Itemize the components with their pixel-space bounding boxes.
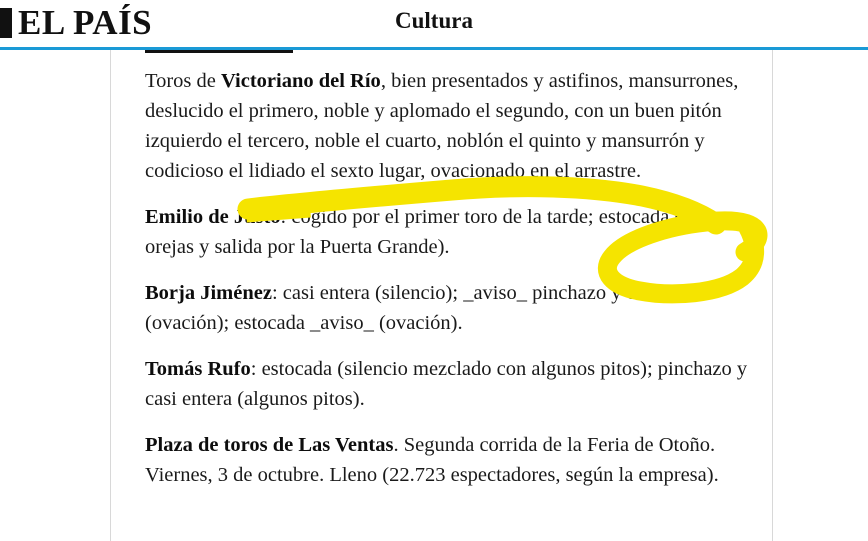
paragraph-tomas-rufo: [145, 354, 755, 414]
paragraph-rest-text: , bien presentados y astifinos, mansurrones, deslucido el primero, noble y aplomado el segundo, con un buen pitón izquierdo el tercero, noble el cuarto, noblón el quinto y mansurrón y codicioso el lidiado el sexto lugar, ovacionado en el arrastre.: [145, 70, 739, 182]
paragraph-rest-text: : estocada (silencio mezclado con algunos pitos); pinchazo y casi entera (algunos pitos).: [145, 358, 748, 410]
column-right-divider: [772, 50, 773, 541]
paragraph-rest-text: : cogido por el primer toro de la tarde; estocada (dos orejas y salida por la Puerta Grande).: [145, 206, 710, 258]
paragraph-bulls: [145, 66, 755, 186]
paragraph-borja-jimenez: [145, 278, 755, 338]
column-left-divider: [110, 50, 111, 541]
paragraph-rest-text: : casi entera (silencio); _aviso_ pinchazo y estocada (ovación); estocada _aviso_ (ovación).: [145, 282, 698, 334]
paragraph-bold-label: Emilio de Justo: [145, 206, 281, 228]
article-body: [145, 66, 755, 490]
paragraph-emilio-de-justo: [145, 202, 755, 262]
site-header: [0, 0, 868, 48]
section-title: Cultura: [395, 8, 473, 33]
paragraph-lead-text: Toros de: [145, 70, 221, 92]
paragraph-rest-text: . Segunda corrida de la Feria de Otoño. Viernes, 3 de octubre. Lleno (22.723 espectadores, según la empresa).: [145, 434, 719, 486]
paragraph-plaza-de-toros: [145, 430, 755, 490]
paragraph-bold-label: Borja Jiménez: [145, 282, 272, 304]
paragraph-bold-label: Plaza de toros de Las Ventas: [145, 434, 394, 456]
article-top-divider: [145, 50, 293, 53]
masthead-logo[interactable]: EL PAÍS: [18, 3, 153, 42]
header-accent-rule: [0, 47, 868, 50]
paragraph-bold-label: Tomás Rufo: [145, 358, 251, 380]
paragraph-bold-label: Victoriano del Río: [221, 70, 381, 92]
